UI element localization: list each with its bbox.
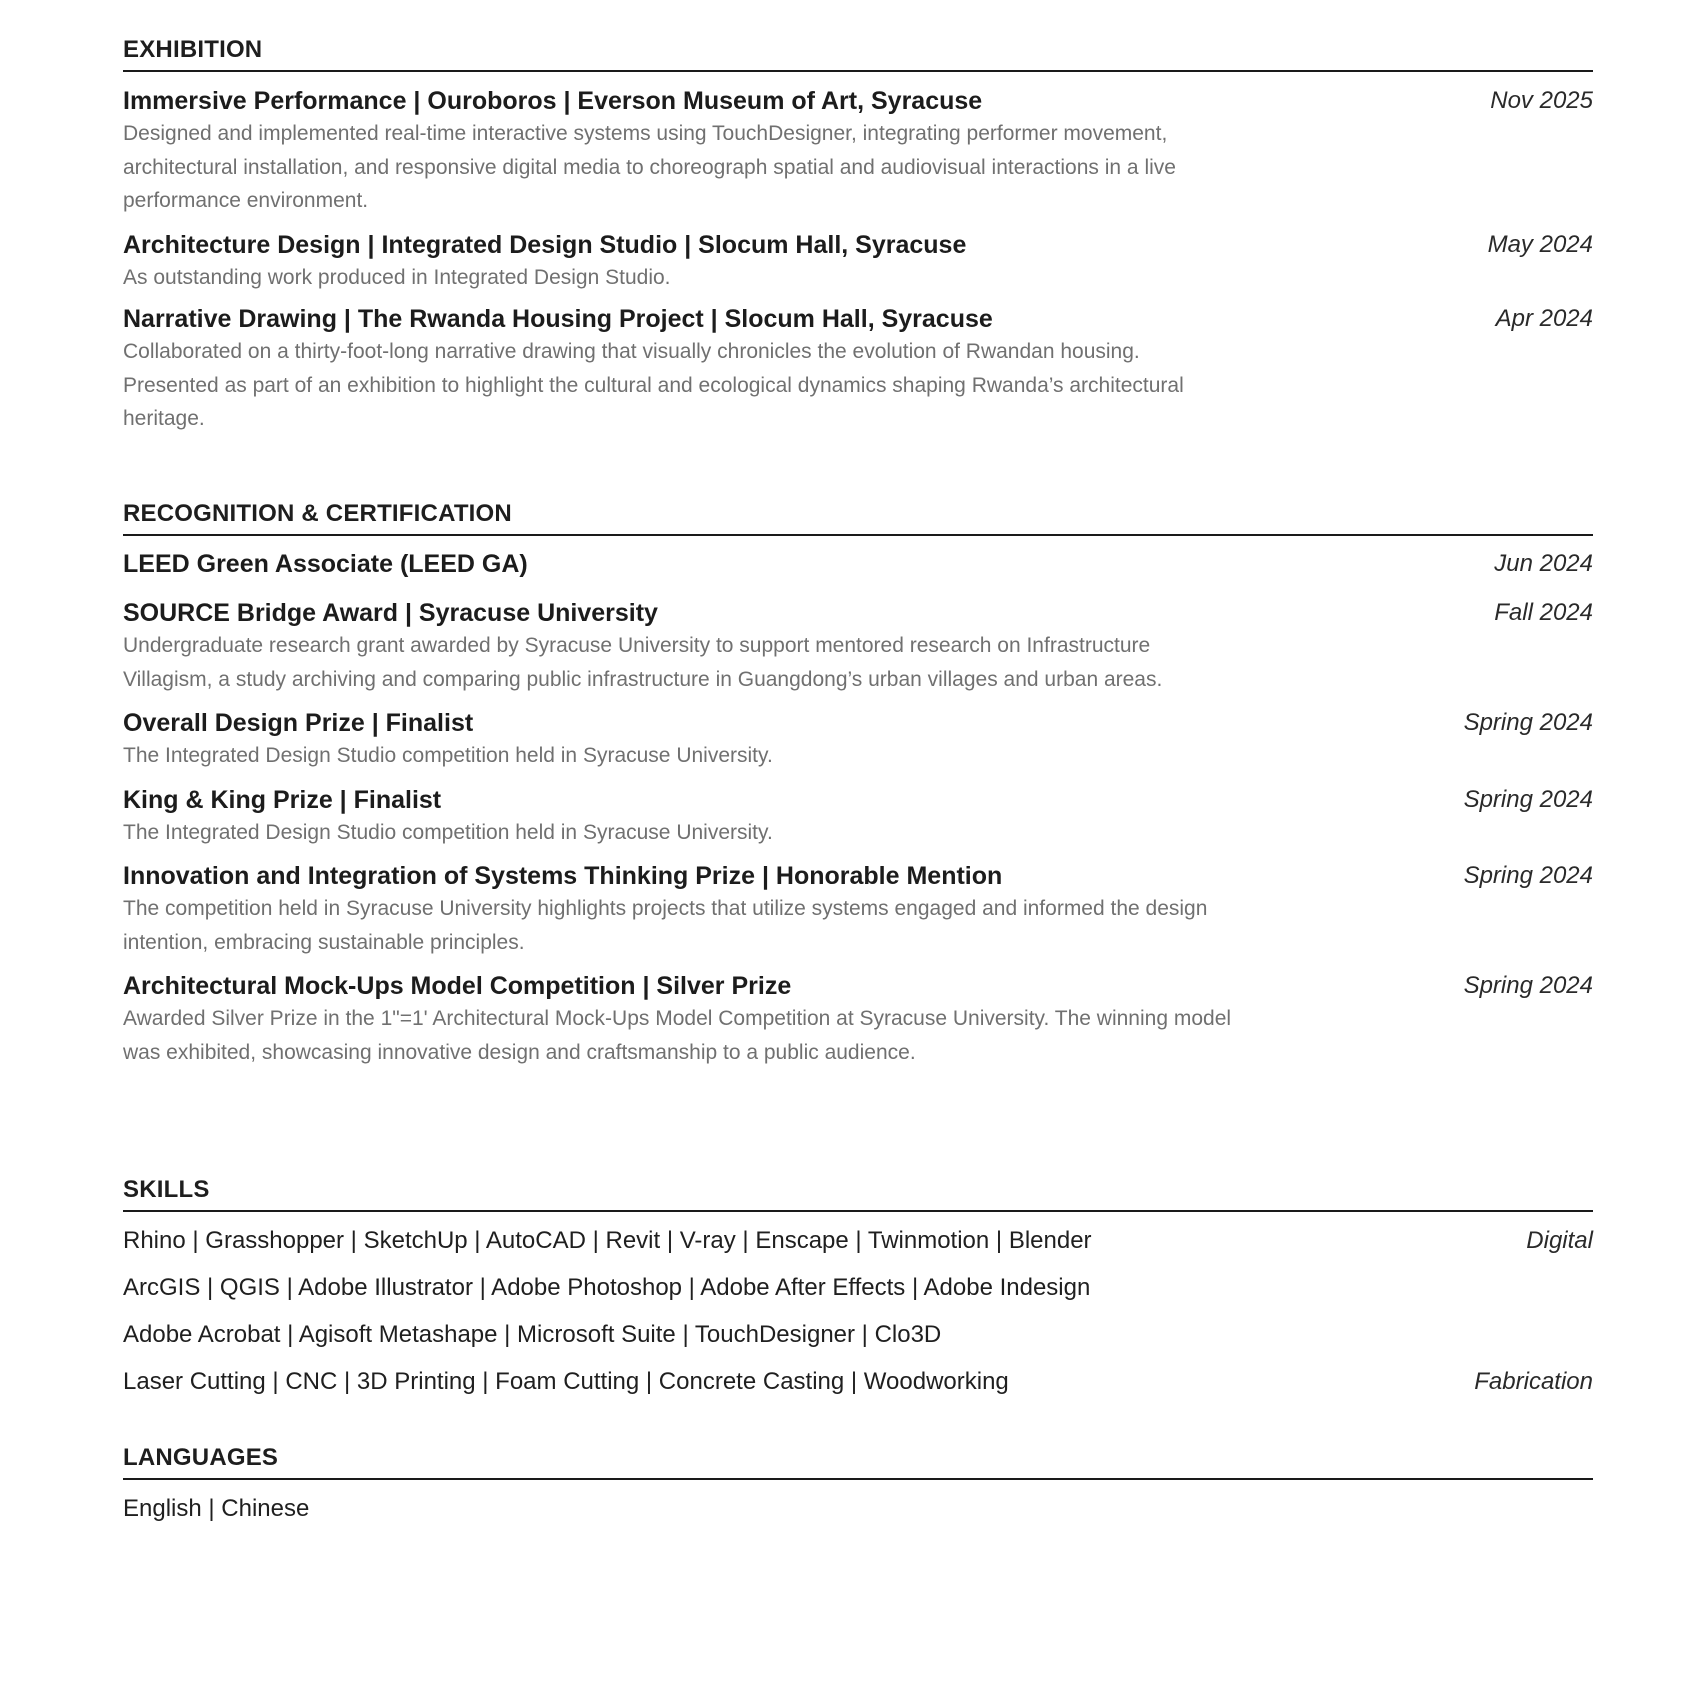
skill-category: Fabrication <box>1474 1368 1593 1395</box>
skill-list: Rhino | Grasshopper | SketchUp | AutoCAD | Revit | V-ray | Enscape | Twinmotion | Blender <box>123 1227 1092 1254</box>
entry-title: Innovation and Integration of Systems Thinking Prize | Honorable Mention <box>123 862 1003 890</box>
skill-row <box>123 1273 1593 1320</box>
entry-title: SOURCE Bridge Award | Syracuse University <box>123 599 658 627</box>
recognition-entry <box>123 598 1593 696</box>
skills-section <box>123 1176 1593 1414</box>
section-heading: RECOGNITION & CERTIFICATION <box>123 500 1593 536</box>
entry-description: The competition held in Syracuse University highlights projects that utilize systems engaged and informed the design intention, embracing sustainable principles. <box>123 897 1208 954</box>
entry-date: Spring 2024 <box>1463 862 1593 889</box>
section-heading: SKILLS <box>123 1176 1593 1212</box>
recognition-section <box>123 500 1593 1069</box>
skill-row <box>123 1226 1593 1273</box>
entry-description: The Integrated Design Studio competition held in Syracuse University. <box>123 820 773 844</box>
skill-list: ArcGIS | QGIS | Adobe Illustrator | Adobe Photoshop | Adobe After Effects | Adobe Indesign <box>123 1274 1091 1301</box>
skill-list: Laser Cutting | CNC | 3D Printing | Foam Cutting | Concrete Casting | Woodworking <box>123 1368 1009 1395</box>
exhibition-entry <box>123 230 1593 295</box>
recognition-entry <box>123 708 1593 773</box>
languages-section <box>123 1444 1593 1524</box>
entry-title: Architectural Mock-Ups Model Competition | Silver Prize <box>123 972 792 1000</box>
entry-title: King & King Prize | Finalist <box>123 785 442 814</box>
entry-date: Apr 2024 <box>1495 305 1593 332</box>
section-heading: EXHIBITION <box>123 36 1593 72</box>
entry-description: Designed and implemented real-time interactive systems using TouchDesigner, integrating performer movement, architectural installation, and responsive digital media to choreograph spatial and audiovisual interactions in a live performance environment. <box>123 122 1176 212</box>
entry-description: Undergraduate research grant awarded by Syracuse University to support mentored research on Infrastructure Villagism, a study archiving and comparing public infrastructure in Guangdong’s urban villages and urban areas. <box>123 634 1163 691</box>
recognition-entry <box>123 861 1593 959</box>
entry-date: Spring 2024 <box>1463 972 1593 999</box>
skill-list: Adobe Acrobat | Agisoft Metashape | Microsoft Suite | TouchDesigner | Clo3D <box>123 1321 942 1348</box>
entry-date: Jun 2024 <box>1494 550 1593 577</box>
entry-date: Spring 2024 <box>1463 709 1593 736</box>
entry-date: Fall 2024 <box>1494 599 1593 626</box>
skill-row <box>123 1320 1593 1367</box>
entry-title: Architecture Design | Integrated Design Studio | Slocum Hall, Syracuse <box>123 230 967 259</box>
entry-description: The Integrated Design Studio competition held in Syracuse University. <box>123 744 773 767</box>
recognition-entry <box>123 785 1593 850</box>
section-heading: LANGUAGES <box>123 1444 1593 1480</box>
entry-description: As outstanding work produced in Integrated Design Studio. <box>123 265 671 289</box>
recognition-entry <box>123 971 1593 1069</box>
skill-category: Digital <box>1526 1227 1593 1254</box>
exhibition-entry <box>123 86 1593 218</box>
skill-row <box>123 1367 1593 1414</box>
entry-title: Narrative Drawing | The Rwanda Housing Project | Slocum Hall, Syracuse <box>123 305 993 333</box>
entry-description: Awarded Silver Prize in the 1"=1' Architectural Mock-Ups Model Competition at Syracuse University. The winning model was exhibited, showcasing innovative design and craftsmanship to a public audience. <box>123 1007 1232 1064</box>
entry-date: Nov 2025 <box>1490 87 1593 114</box>
recognition-entry <box>123 549 1593 579</box>
entry-title: Immersive Performance | Ouroboros | Everson Museum of Art, Syracuse <box>123 87 983 115</box>
entry-date: May 2024 <box>1487 230 1593 258</box>
exhibition-section <box>123 36 1593 436</box>
languages-list: English | Chinese <box>123 1495 310 1522</box>
entry-date: Spring 2024 <box>1463 785 1593 813</box>
entry-description: Collaborated on a thirty-foot-long narrative drawing that visually chronicles the evolution of Rwandan housing. Presented as part of an exhibition to highlight the cultural and ecological dynamics shaping Rwanda’s architectural heritage. <box>123 340 1184 430</box>
entry-title: LEED Green Associate (LEED GA) <box>123 550 528 578</box>
exhibition-entry <box>123 304 1593 436</box>
entry-title: Overall Design Prize | Finalist <box>123 709 474 737</box>
